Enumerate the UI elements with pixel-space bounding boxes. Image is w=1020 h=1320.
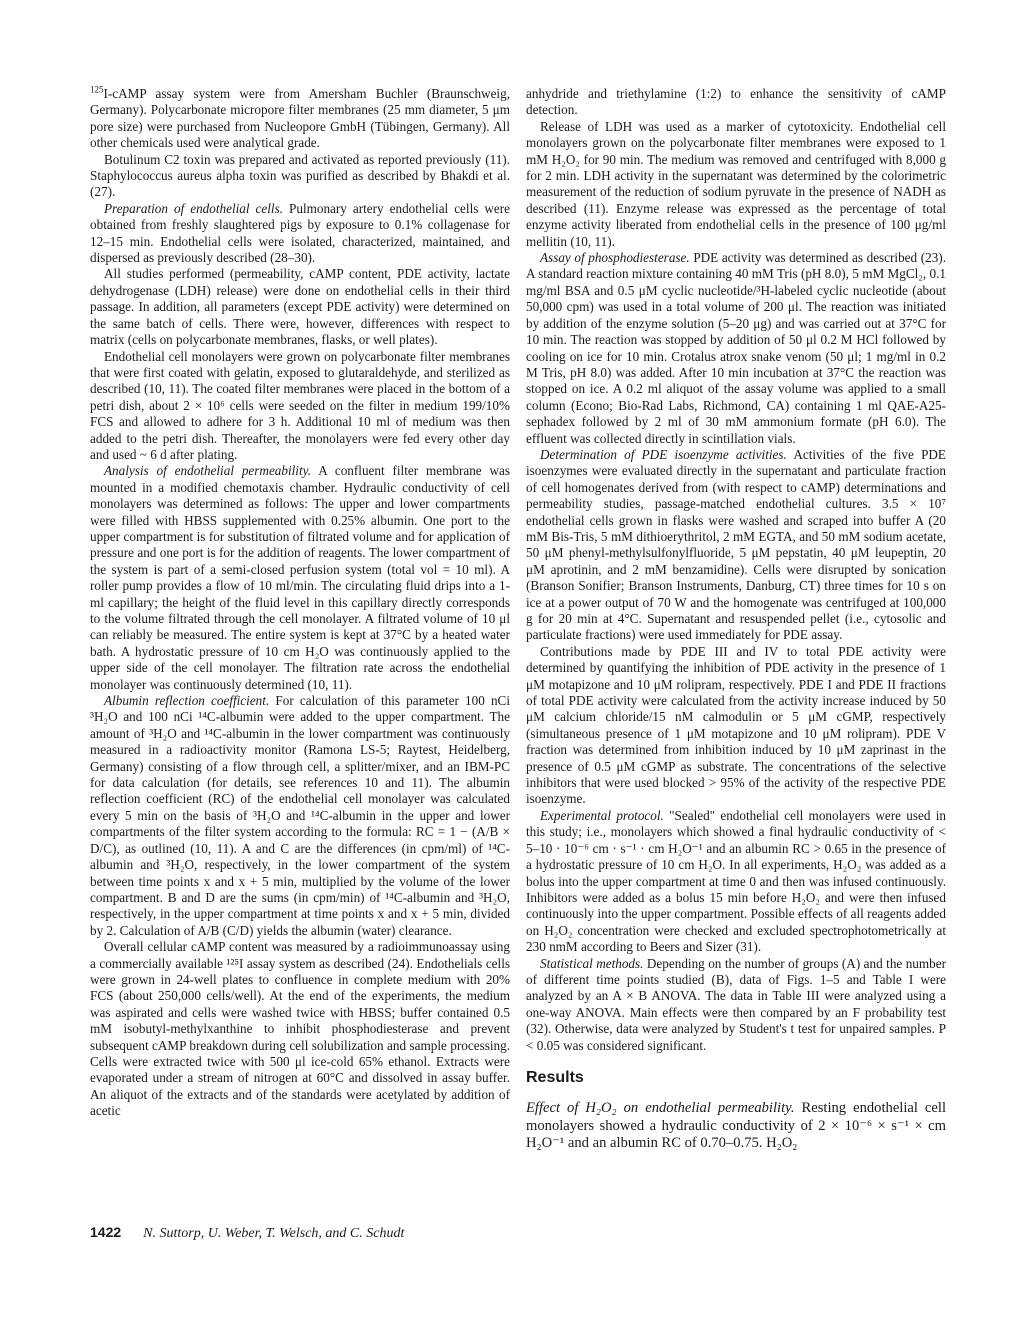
paragraph: Endothelial cell monolayers were grown on polycarbonate filter membranes that were first coated with gelatin, exposed to glutaraldehyde, and sterilized as described (10, 11). The coated filter membranes were placed in the bottom of a petri dish, about 2 × 10⁶ cells were seeded on the filter in medium 199/10% FCS and allowed to adhere for 3 h. Additional 10 ml of medium was then added to the petri dish. Thereafter, the monolayers were fed every other day and used ~ 6 d after plating. <box>90 348 510 462</box>
left-column <box>90 86 510 1120</box>
section-heading: Results <box>526 1068 584 1086</box>
paragraph: $^{125}$I-cAMP assay system were from Amersham Buchler (Braunschweig, Germany). Polycarbonate micropore filter membranes (25 mm diameter, 5 μm pore size) were purchased from Nucleopore GmbH (Tübingen, Germany). All other chemicals used were analytical grade. <box>90 84 510 151</box>
paragraph: Release of LDH was used as a marker of cytotoxicity. Endothelial cell monolayers grown on the polycarbonate filter membranes were exposed to 1 mM H₂O₂ for 90 min. The medium was removed and centrifuged with 8,000 g for 2 min. LDH activity in the supernatant was determined by the colorimetric measurement of the reduction of sodium pyruvate in the presence of NADH as described (11). Enzyme release was expressed as the percentage of total enzyme activity liberated from endothelial cells in the presence of 100 μg/ml mellitin (10, 11). <box>526 118 946 249</box>
run-in-heading: Albumin reflection coefficient. <box>104 693 270 709</box>
paragraph: Determination of PDE isoenzyme activities. Activities of the five PDE isoenzymes were evaluated directly in the supernatant and particulate fraction of cell homogenates derived from (with respect to cAMP) determinations and permeability studies, passage-matched endothelial cultures. 3.5 × 10⁷ endothelial cells grown in flasks were washed and scraped into buffer A (20 mM Bis-Tris, 5 mM dithioerythritol, 2 mM EGTA, and 50 mM sodium acetate, 50 μM phenyl-methylsulfonylfluoride, 5 μM pepstatin, 40 μM leupeptin, 20 μM aprotinin, and 2 mM benzamidine). Cells were disrupted by sonication (Branson Sonifier; Branson Instruments, Danburg, CT) three times for 10 s on ice at a power output of 70 W and the homogenate was centrifuged at 100,000 g for 20 min at 4°C. Supernatant and resuspended pellet (i.e., cytosolic and particulate fractions) were used immediately for PDE assay. <box>526 446 946 643</box>
run-in-heading: Statistical methods. <box>540 955 644 971</box>
right-column <box>526 86 946 1153</box>
paragraph: All studies performed (permeability, cAMP content, PDE activity, lactate dehydrogenase (LDH) release) were done on endothelial cells in their third passage. In addition, all parameters (except PDE activity) were determined on the same batch of cells. There were, however, differences with respect to matrix (cells on polycarbonate membranes, flasks, or well plates). <box>90 266 510 348</box>
run-in-heading: Preparation of endothelial cells. <box>104 200 284 216</box>
paragraph: Overall cellular cAMP content was measured by a radioimmunoassay using a commercially available ¹²⁵I assay system as described (24). Endothelials cells were grown in 24-well plates to confluence in complete medium with 20% FCS (about 250,000 cells/well). At the end of the experiments, the medium was aspirated and cells were washed twice with HBSS; buffer contained 0.5 mM isobutyl-methylxanthine to inhibit phosphodiesterase and prevent subsequent cAMP breakdown during cell solubilization and sample processing. Cells were extracted twice with 500 μl ice-cold 65% ethanol. Extracts were evaporated under a stream of nitrogen at 60°C and dissolved in assay buffer. An aliquot of the extracts and of the standards were acetylated by addition of acetic <box>90 939 510 1119</box>
paragraph: Contributions made by PDE III and IV to total PDE activity were determined by quantifying the inhibition of PDE activity in the presence of 1 μM motapizone and 10 μM rolipram, respectively. PDE I and PDE II fractions of total PDE activity were calculated from the activity increase induced by 50 μM calcium chloride/15 nM calmodulin or 5 μM cGMP, respectively (simultaneous presence of 1 μM motapizone and 10 μM rolipram). PDE V fraction was determined from inhibition induced by 10 μM zaprinast in the presence of 0.5 μM cGMP as substrate. The concentrations of the selective inhibitors that were used blocked > 95% of the activity of the respective PDE isoenzyme. <box>526 643 946 807</box>
paragraph: Experimental protocol. "Sealed" endothelial cell monolayers were used in this study; i.e., monolayers which showed a final hydraulic conductivity of < 5–10 · 10⁻⁶ cm · s⁻¹ · cm H₂O⁻¹ and an albumin RC > 0.65 in the presence of a hydrostatic pressure of 10 cm H₂O. In all experiments, H₂O₂ was added as a bolus into the upper compartment at time 0 and then was infused continuously. Inhibitors were added as a bolus 15 min before H₂O₂ and were then infused continuously into the upper compartment. Possible effects of all reagents added on H₂O₂ concentration were checked and excluded spectrophotometrically at 230 nmM according to Beers and Sizer (31). <box>526 807 947 955</box>
running-authors: N. Suttorp, U. Weber, T. Welsch, and C. Schudt <box>143 1226 405 1241</box>
run-in-heading: Analysis of endothelial permeability. <box>104 463 312 479</box>
paragraph: Albumin reflection coefficient. For calculation of this parameter 100 nCi ³H₂O and 100 nCi ¹⁴C-albumin were added to the upper compartment. The amount of ³H₂O and ¹⁴C-albumin in the lower compartment was continuously measured in a radioactivity monitor (Ramona LS-5; Raytest, Heidelberg, Germany) consisting of a flow through cell, a splitter/mixer, and an IBM-PC for data calculation (for details, see references 10 and 11). The albumin reflection coefficient (RC) of the endothelial cell monolayer was calculated every 5 min on the basis of ³H₂O and ¹⁴C-albumin in the upper and lower compartments of the filter system according to the formula: RC = 1 − (A/B × D/C), as outlined (10, 11). A and C are the differences (in cpm/ml) of ¹⁴C-albumin and ³H₂O, respectively, in the lower compartment of the system between time points x and x + 5 min, multiplied by the volume of the lower compartment. B and D are the sums (in cpm/min) of ¹⁴C-albumin and ³H₂O, respectively, in the upper compartment at time points x and x + 5 min, divided by 2. Calculation of A/B (C/D) yields the albumin (water) clearance. <box>90 693 511 938</box>
paragraph: Preparation of endothelial cells. Pulmonary artery endothelial cells were obtained from freshly slaughtered pigs by exposure to 0.1% collagenase for 12–15 min. Endothelial cells were isolated, characterized, maintained, and dispersed as previously described (28–30). <box>90 200 510 266</box>
paragraph: Statistical methods. Depending on the number of groups (A) and the number of different time points studied (B), data of Figs. 1–5 and Table I were analyzed by an A × B ANOVA. The data in Table III were analyzed using a one-way ANOVA. Main effects were then compared by an F probability test (32). Otherwise, data were analyzed by Student's t test for unpaired samples. P < 0.05 was considered significant. <box>526 955 946 1053</box>
paragraph: Botulinum C2 toxin was prepared and activated as reported previously (11). Staphylococcus aureus alpha toxin was purified as described by Bhakdi et al. (27). <box>90 151 510 200</box>
run-in-heading: Effect of H₂O₂ on endothelial permeability. <box>526 1099 795 1116</box>
paragraph: Effect of H₂O₂ on endothelial permeability. Resting endothelial cell monolayers showed a hydraulic conductivity of 2 × 10⁻⁶ × s⁻¹ × cm H₂O⁻¹ and an albumin RC of 0.70–0.75. H₂O₂ <box>526 1099 946 1152</box>
paragraph: anhydride and triethylamine (1:2) to enhance the sensitivity of cAMP detection. <box>526 86 946 118</box>
page-footer <box>90 1224 404 1242</box>
paragraph: Assay of phosphodiesterase. PDE activity was determined as described (23). A standard reaction mixture containing 40 mM Tris (pH 8.0), 5 mM MgCl₂, 0.1 mg/ml BSA and 0.5 μM cyclic nucleotide/³H-labeled cyclic nucleotide (about 50,000 cpm) was used in a total volume of 200 μl. The reaction was initiated by addition of the enzyme solution (5–20 μg) and was carried out at 37°C for 10 min. The reaction was stopped by addition of 50 μl 0.2 M HCl followed by cooling on ice for 10 min. Crotalus atrox snake venom (50 μl; 1 mg/ml in 0.2 M Tris, pH 8.0) was added. After 10 min incubation at 37°C the reaction was stopped on ice. A 0.2 ml aliquot of the assay volume was applied to a small column (Econo; Bio-Rad Labs, Richmond, CA) containing 1 ml QAE-A25-sephadex followed by 2 ml of 30 mM ammonium formate (pH 6.0). The effluent was collected directly in scintillation vials. <box>526 250 946 446</box>
page-number: 1422 <box>90 1224 122 1240</box>
results-lead <box>526 1100 946 1153</box>
superscript: 125 <box>90 84 104 95</box>
run-in-heading: Assay of phosphodiesterase. <box>540 250 690 266</box>
run-in-heading: Determination of PDE isoenzyme activities. <box>540 446 787 462</box>
paragraph: Analysis of endothelial permeability. A confluent filter membrane was mounted in a modified chemotaxis chamber. Hydraulic conductivity of cell monolayers was determined as follows: The upper and lower compartments were filled with HBSS supplemented with 0.25% albumin. One port to the upper compartment is for substitution of filtrated volume and for application of pressure and one port is for the addition of reagents. The lower compartment of the system is part of a semi-closed perfusion system (total vol = 10 ml). A roller pump provides a flow of 10 ml/min. The circulating fluid drips into a 1-ml capillary; the height of the fluid level in this capillary directly corresponds to the volume filtrated through the cell monolayer. A filtrated volume of 10 μl can reliably be measured. The entire system is kept at 37°C by a heated water bath. A hydrostatic pressure of 10 cm H₂O was continuously applied to the upper side of the cell monolayer. The filtration rate across the endothelial monolayer was continuously determined (10, 11). <box>90 463 511 692</box>
run-in-heading: Experimental protocol. <box>540 807 664 823</box>
